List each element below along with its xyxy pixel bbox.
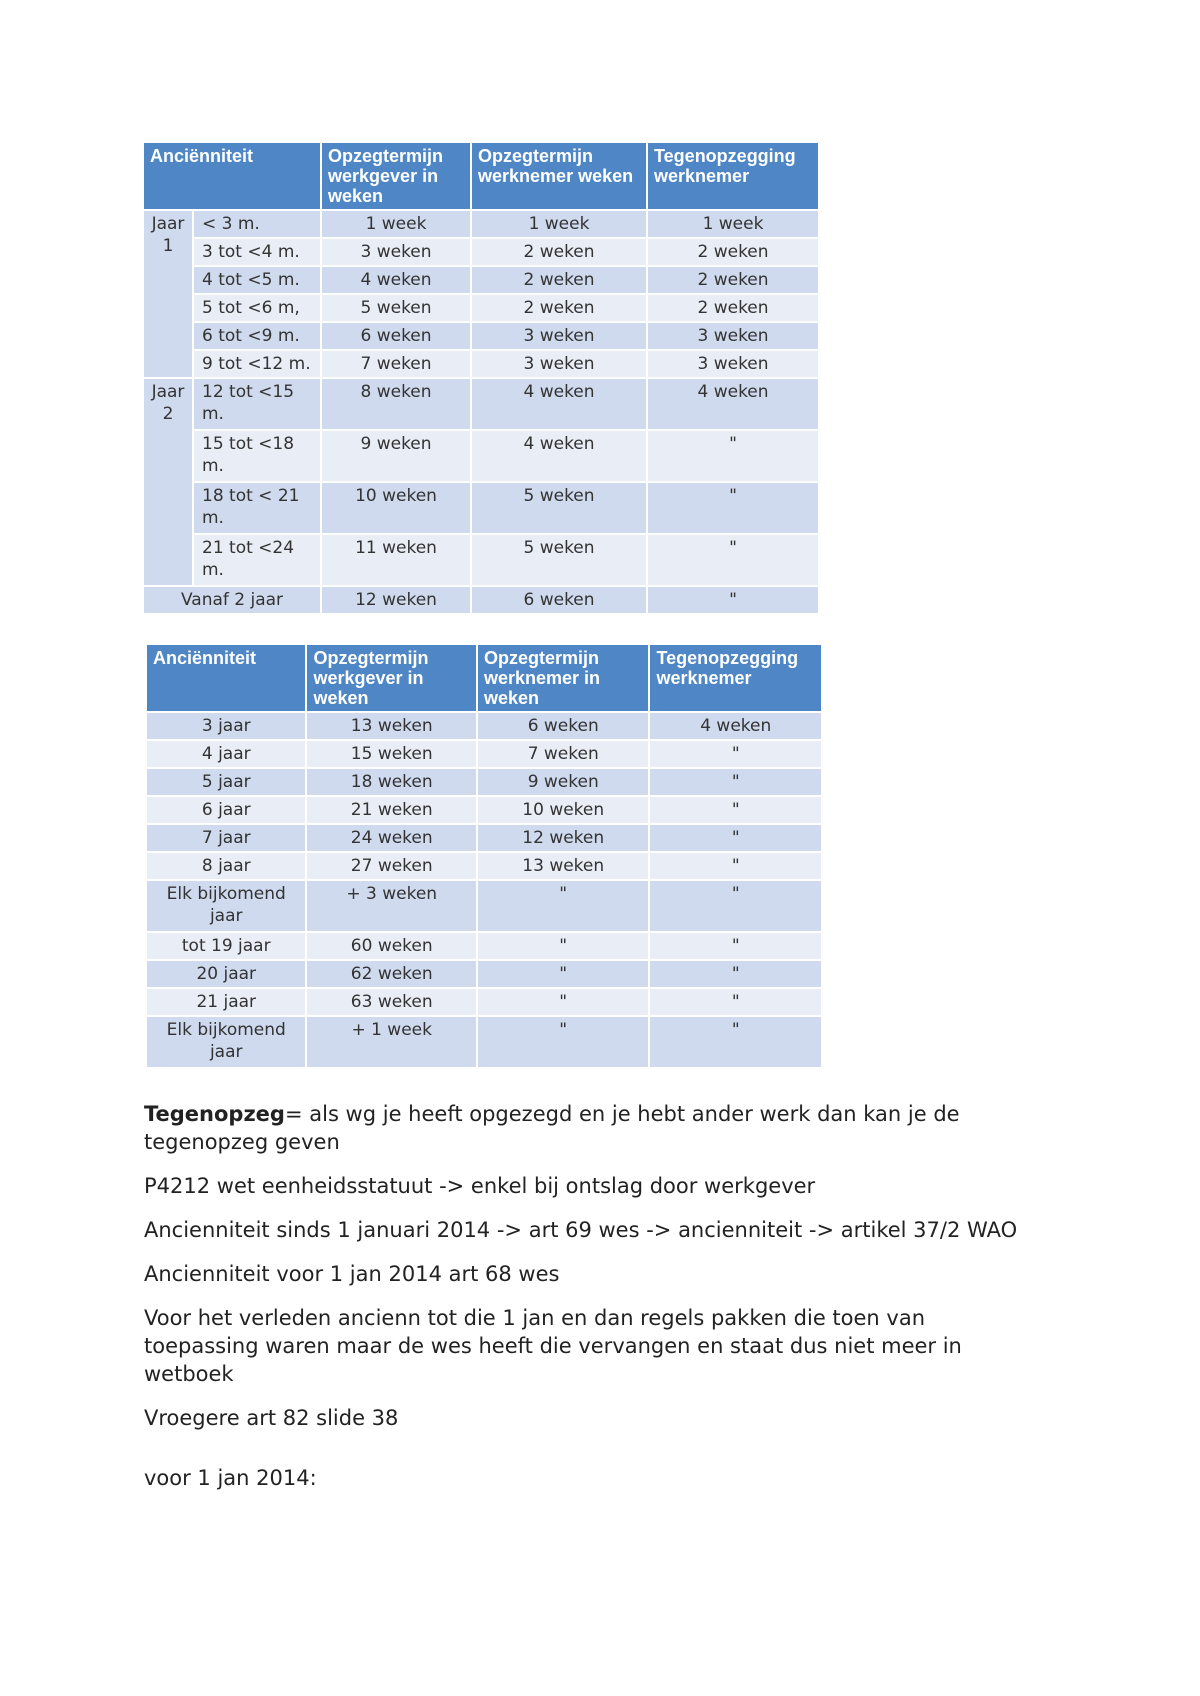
employee-term-cell: 12 weken: [478, 825, 649, 851]
table-row: [147, 881, 821, 931]
year-group-label: Jaar 1: [144, 211, 192, 377]
counter-notice-cell: ": [650, 961, 821, 987]
table-row: [144, 351, 818, 377]
note-paragraph: voor 1 jan 2014:: [144, 1466, 317, 1490]
counter-notice-cell: ": [650, 1017, 821, 1067]
table-header-row: [144, 143, 818, 209]
table-row: [144, 431, 818, 481]
employer-term-cell: 21 weken: [307, 797, 476, 823]
employer-term-cell: 9 weken: [322, 431, 470, 481]
table-row: [147, 797, 821, 823]
employee-term-cell: 4 weken: [472, 431, 646, 481]
employee-term-cell: 3 weken: [472, 351, 646, 377]
header-opzegtermijn-werkgever: Opzegtermijn werkgever in weken: [322, 143, 470, 209]
period-cell: 5 tot <6 m,: [194, 295, 320, 321]
counter-notice-cell: 2 weken: [648, 295, 818, 321]
employer-term-cell: 13 weken: [307, 713, 476, 739]
employer-term-cell: 3 weken: [322, 239, 470, 265]
employee-term-cell: 6 weken: [472, 587, 646, 613]
employee-term-cell: 9 weken: [478, 769, 649, 795]
counter-notice-cell: ": [648, 483, 818, 533]
header-ancienniteit: Anciënniteit: [144, 143, 320, 209]
period-cell: 4 jaar: [147, 741, 305, 767]
counter-notice-cell: ": [650, 933, 821, 959]
note-paragraph: Voor het verleden ancienn tot die 1 jan en dan regels pakken die toen van toepassing waren maar de wes heeft die vervangen en staat dus niet meer in wetboek: [144, 1306, 962, 1386]
employer-term-cell: 4 weken: [322, 267, 470, 293]
counter-notice-cell: 2 weken: [648, 239, 818, 265]
table-row: [144, 379, 818, 429]
term-tegenopzeg: Tegenopzeg: [144, 1102, 285, 1126]
table-row: [144, 239, 818, 265]
table-row: [144, 295, 818, 321]
employee-term-cell: 2 weken: [472, 295, 646, 321]
period-cell: 8 jaar: [147, 853, 305, 879]
employee-term-cell: 3 weken: [472, 323, 646, 349]
employer-term-cell: 8 weken: [322, 379, 470, 429]
year-group-label: Jaar 2: [144, 379, 192, 585]
employee-term-cell: 1 week: [472, 211, 646, 237]
notice-period-table-later-years: [145, 643, 823, 1069]
counter-notice-cell: ": [650, 797, 821, 823]
employer-term-cell: 15 weken: [307, 741, 476, 767]
employee-term-cell: 13 weken: [478, 853, 649, 879]
employee-term-cell: 7 weken: [478, 741, 649, 767]
period-cell: 21 tot <24 m.: [194, 535, 320, 585]
employer-term-cell: 1 week: [322, 211, 470, 237]
employee-term-cell: 2 weken: [472, 267, 646, 293]
notice-period-table-first-years: [142, 141, 820, 615]
table-row: [147, 853, 821, 879]
table-row: [144, 267, 818, 293]
note-paragraph: Vroegere art 82 slide 38: [144, 1406, 399, 1430]
period-cell: 7 jaar: [147, 825, 305, 851]
definition-tegenopzeg: = als wg je heeft opgezegd en je hebt ander werk dan kan je de tegenopzeg geven: [144, 1102, 960, 1154]
note-paragraph: Ancienniteit voor 1 jan 2014 art 68 wes: [144, 1262, 560, 1286]
employer-term-cell: 60 weken: [307, 933, 476, 959]
table-row: [144, 211, 818, 237]
counter-notice-cell: ": [650, 825, 821, 851]
period-cell: 15 tot <18 m.: [194, 431, 320, 481]
period-cell: Vanaf 2 jaar: [144, 587, 320, 613]
employee-term-cell: 5 weken: [472, 483, 646, 533]
header-ancienniteit: Anciënniteit: [147, 645, 305, 711]
period-cell: 9 tot <12 m.: [194, 351, 320, 377]
employer-term-cell: 18 weken: [307, 769, 476, 795]
period-cell: 4 tot <5 m.: [194, 267, 320, 293]
counter-notice-cell: ": [650, 741, 821, 767]
counter-notice-cell: 3 weken: [648, 323, 818, 349]
period-cell: 6 jaar: [147, 797, 305, 823]
table-row: [147, 825, 821, 851]
period-cell: < 3 m.: [194, 211, 320, 237]
counter-notice-cell: 4 weken: [650, 713, 821, 739]
employee-term-cell: 10 weken: [478, 797, 649, 823]
table-row: [144, 535, 818, 585]
employee-term-cell: ": [478, 989, 649, 1015]
period-cell: Elk bijkomend jaar: [147, 1017, 305, 1067]
table-header-row: [147, 645, 821, 711]
table-row: [147, 989, 821, 1015]
period-cell: 3 tot <4 m.: [194, 239, 320, 265]
employer-term-cell: 63 weken: [307, 989, 476, 1015]
employer-term-cell: 10 weken: [322, 483, 470, 533]
note-paragraph: Ancienniteit sinds 1 januari 2014 -> art 69 wes -> ancienniteit -> artikel 37/2 WAO: [144, 1218, 1018, 1242]
employee-term-cell: 6 weken: [478, 713, 649, 739]
employer-term-cell: + 1 week: [307, 1017, 476, 1067]
period-cell: 5 jaar: [147, 769, 305, 795]
table-row: [147, 741, 821, 767]
period-cell: 20 jaar: [147, 961, 305, 987]
employer-term-cell: 62 weken: [307, 961, 476, 987]
employee-term-cell: 4 weken: [472, 379, 646, 429]
period-cell: 3 jaar: [147, 713, 305, 739]
header-opzegtermijn-werkgever: Opzegtermijn werkgever in weken: [307, 645, 476, 711]
table-row: [144, 323, 818, 349]
employer-term-cell: 6 weken: [322, 323, 470, 349]
note-paragraph: P4212 wet eenheidsstatuut -> enkel bij ontslag door werkgever: [144, 1174, 816, 1198]
period-cell: 18 tot < 21 m.: [194, 483, 320, 533]
employer-term-cell: 24 weken: [307, 825, 476, 851]
table-row: [147, 933, 821, 959]
counter-notice-cell: 3 weken: [648, 351, 818, 377]
employee-term-cell: ": [478, 1017, 649, 1067]
period-cell: tot 19 jaar: [147, 933, 305, 959]
period-cell: 6 tot <9 m.: [194, 323, 320, 349]
table-row: [144, 483, 818, 533]
header-opzegtermijn-werknemer: Opzegtermijn werknemer weken: [472, 143, 646, 209]
note-tegenopzeg: [144, 1100, 1044, 1156]
period-cell: Elk bijkomend jaar: [147, 881, 305, 931]
header-opzegtermijn-werknemer: Opzegtermijn werknemer in weken: [478, 645, 649, 711]
employer-term-cell: 27 weken: [307, 853, 476, 879]
table-row: [147, 961, 821, 987]
table-row: [147, 1017, 821, 1067]
employer-term-cell: 5 weken: [322, 295, 470, 321]
counter-notice-cell: ": [650, 989, 821, 1015]
employee-term-cell: 2 weken: [472, 239, 646, 265]
employee-term-cell: 5 weken: [472, 535, 646, 585]
employer-term-cell: 11 weken: [322, 535, 470, 585]
counter-notice-cell: 1 week: [648, 211, 818, 237]
counter-notice-cell: 4 weken: [648, 379, 818, 429]
counter-notice-cell: ": [648, 587, 818, 613]
employer-term-cell: + 3 weken: [307, 881, 476, 931]
header-tegenopzegging: Tegenopzegging werknemer: [650, 645, 821, 711]
employee-term-cell: ": [478, 881, 649, 931]
table-row: [144, 587, 818, 613]
employer-term-cell: 7 weken: [322, 351, 470, 377]
table-row: [147, 769, 821, 795]
table-row: [147, 713, 821, 739]
counter-notice-cell: ": [648, 535, 818, 585]
counter-notice-cell: ": [650, 881, 821, 931]
counter-notice-cell: ": [650, 769, 821, 795]
employee-term-cell: ": [478, 961, 649, 987]
notes-section: [144, 1100, 1044, 1508]
header-tegenopzegging: Tegenopzegging werknemer: [648, 143, 818, 209]
counter-notice-cell: ": [648, 431, 818, 481]
employee-term-cell: ": [478, 933, 649, 959]
counter-notice-cell: ": [650, 853, 821, 879]
period-cell: 21 jaar: [147, 989, 305, 1015]
period-cell: 12 tot <15 m.: [194, 379, 320, 429]
employer-term-cell: 12 weken: [322, 587, 470, 613]
counter-notice-cell: 2 weken: [648, 267, 818, 293]
